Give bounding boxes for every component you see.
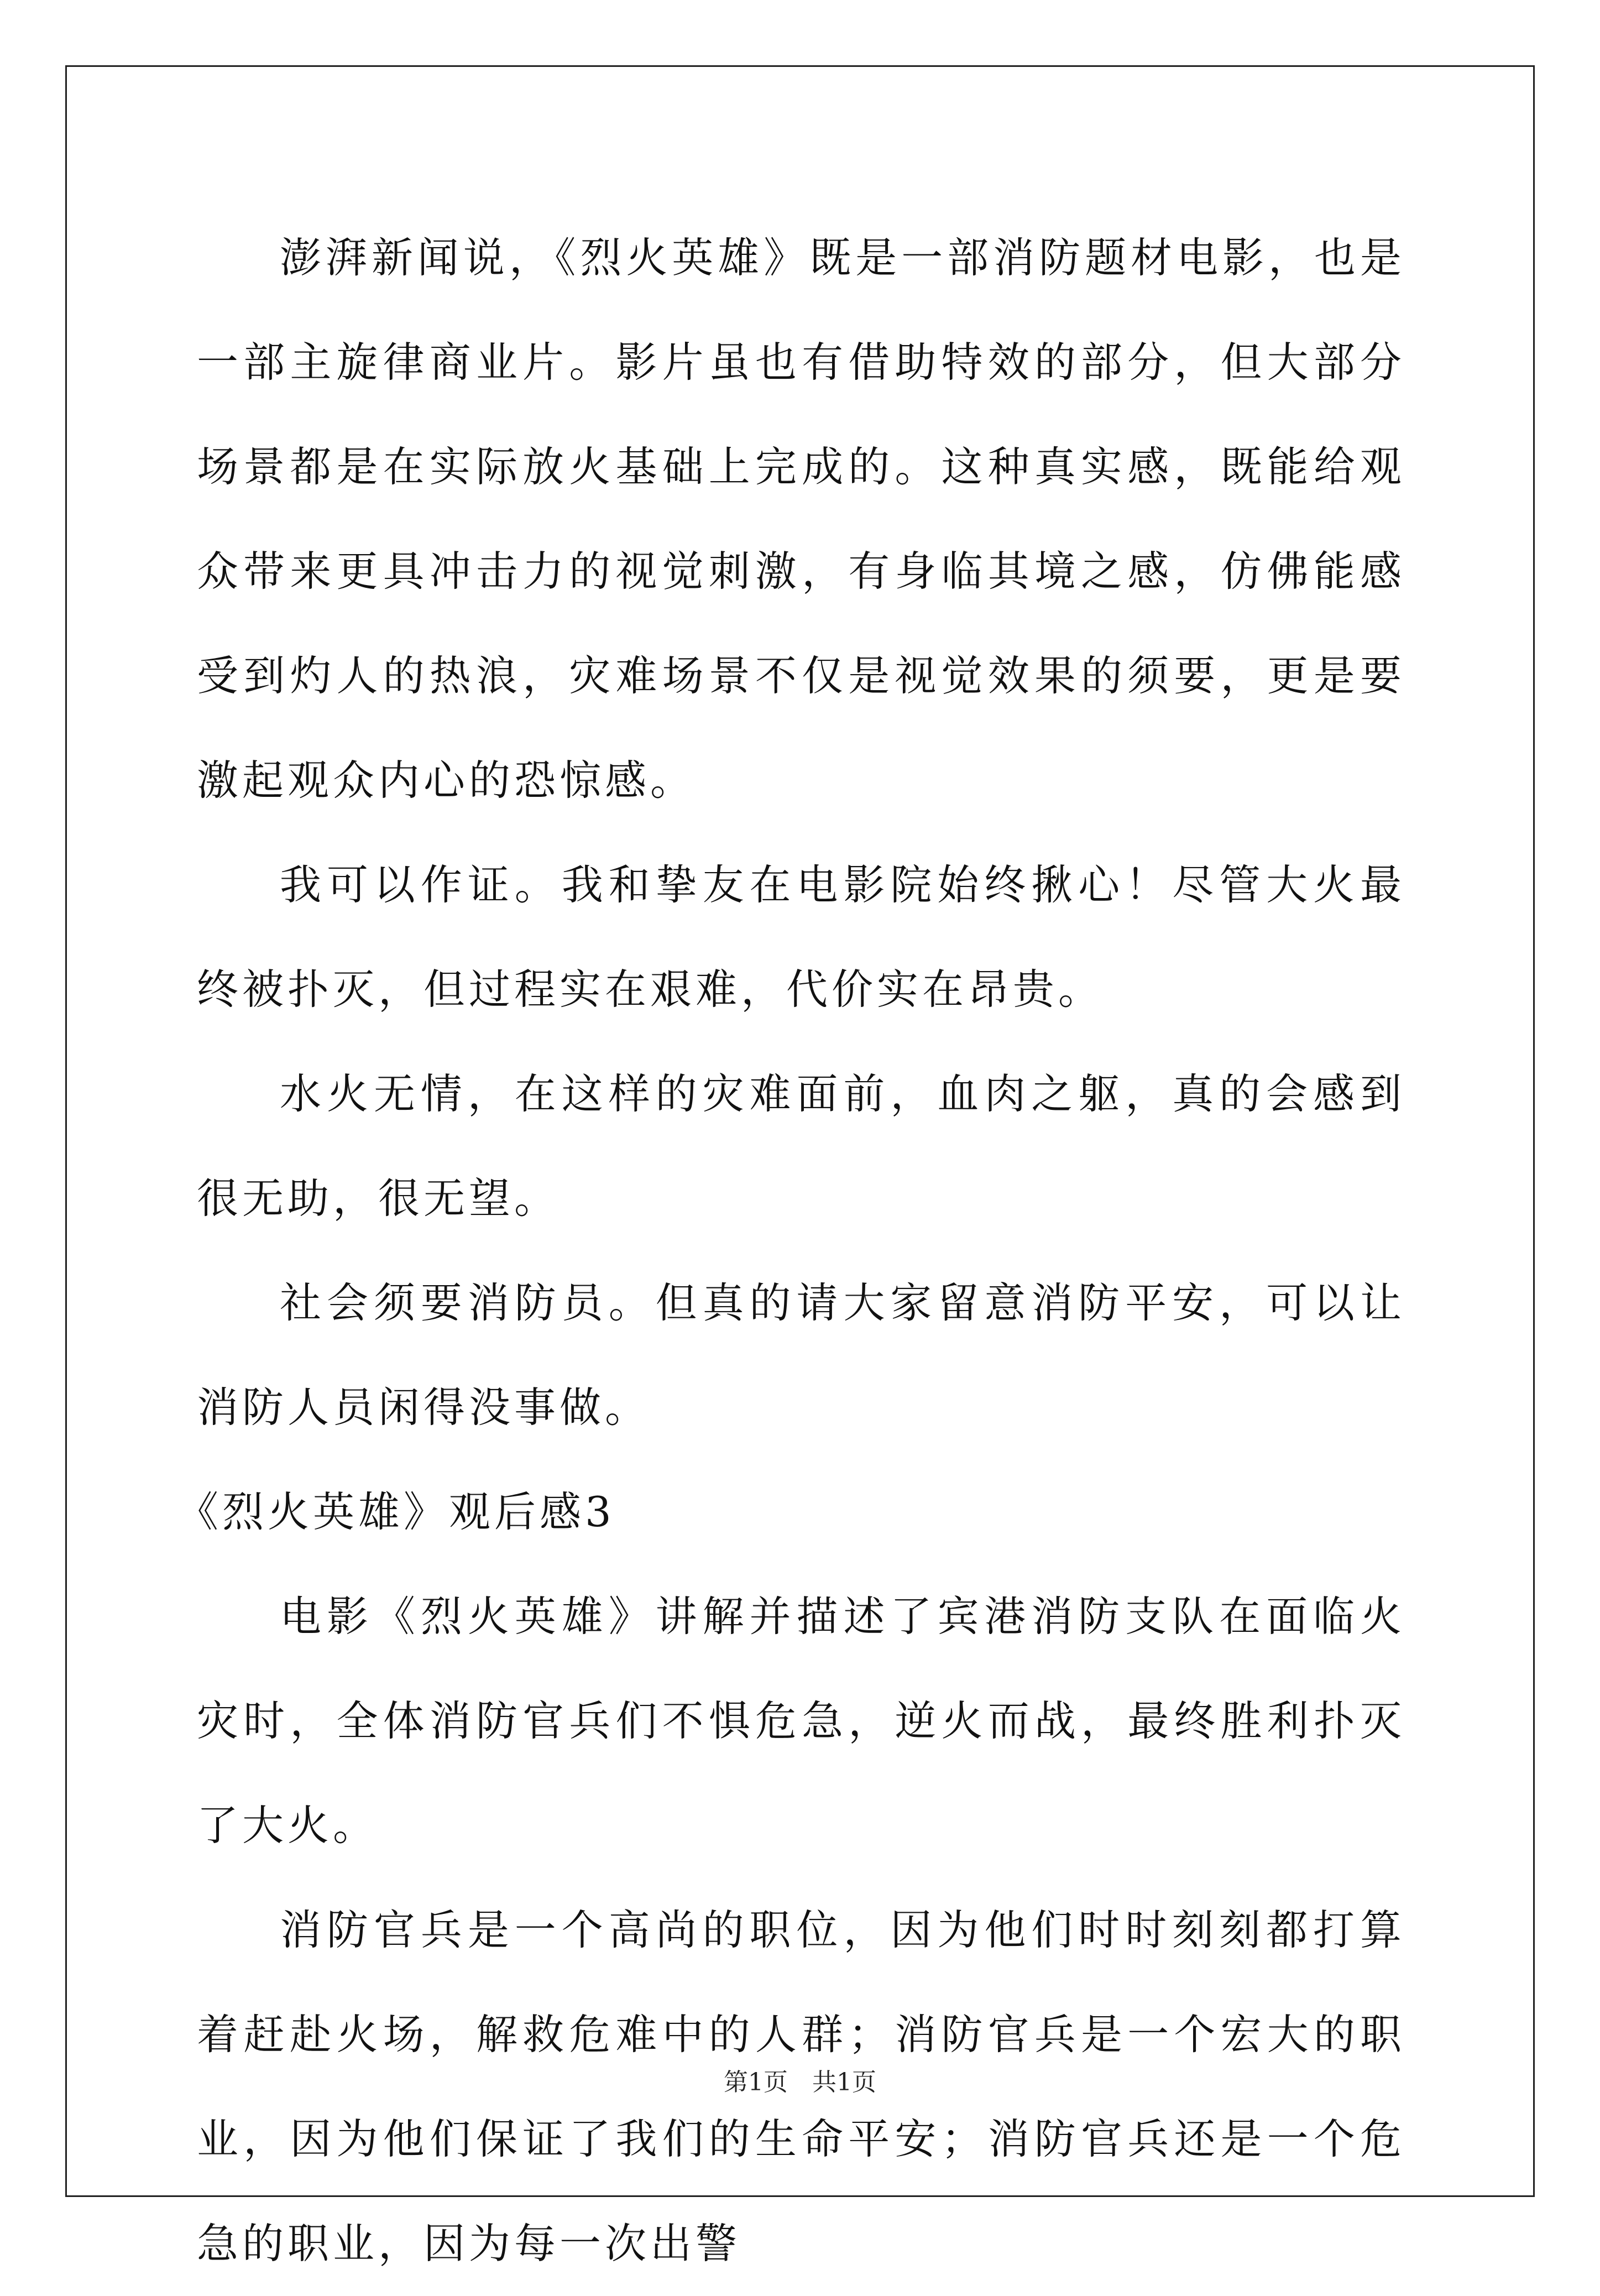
paragraph: 澎湃新闻说，《烈火英雄》既是一部消防题材电影，也是一部主旋律商业片。影片虽也有借助特效的部分，但大部分场景都是在实际放火基础上完成的。这种真实感，既能给观众带来更具冲击力的视觉刺激，有身临其境之感，仿佛能感受到灼人的热浪，灾难场景不仅是视觉效果的须要，更是要激起观众内心的恐惊感。 — [197, 233, 1405, 805]
page-number: 第1页 — [724, 2068, 788, 2096]
section-title: 《烈火英雄》观后感3 — [177, 1488, 615, 1536]
document-body — [177, 206, 1405, 2296]
page-total: 共1页 — [812, 2068, 876, 2096]
paragraph: 消防官兵是一个高尚的职位，因为他们时时刻刻都打算着赶赴火场，解救危难中的人群；消防官兵是一个宏大的职业，因为他们保证了我们的生命平安；消防官兵还是一个危急的职业，因为每一次出警 — [197, 1906, 1405, 2268]
paragraph: 社会须要消防员。但真的请大家留意消防平安，可以让消防人员闲得没事做。 — [197, 1279, 1405, 1432]
paragraph: 电影《烈火英雄》讲解并描述了宾港消防支队在面临火灾时，全体消防官兵们不惧危急，逆火而战，最终胜利扑灭了大火。 — [197, 1592, 1405, 1850]
paragraph: 水火无情，在这样的灾难面前，血肉之躯，真的会感到很无助，很无望。 — [197, 1069, 1405, 1223]
page-footer — [0, 2066, 1600, 2099]
paragraph: 我可以作证。我和挚友在电影院始终揪心！尽管大火最终被扑灭，但过程实在艰难，代价实在昂贵。 — [197, 860, 1405, 1014]
